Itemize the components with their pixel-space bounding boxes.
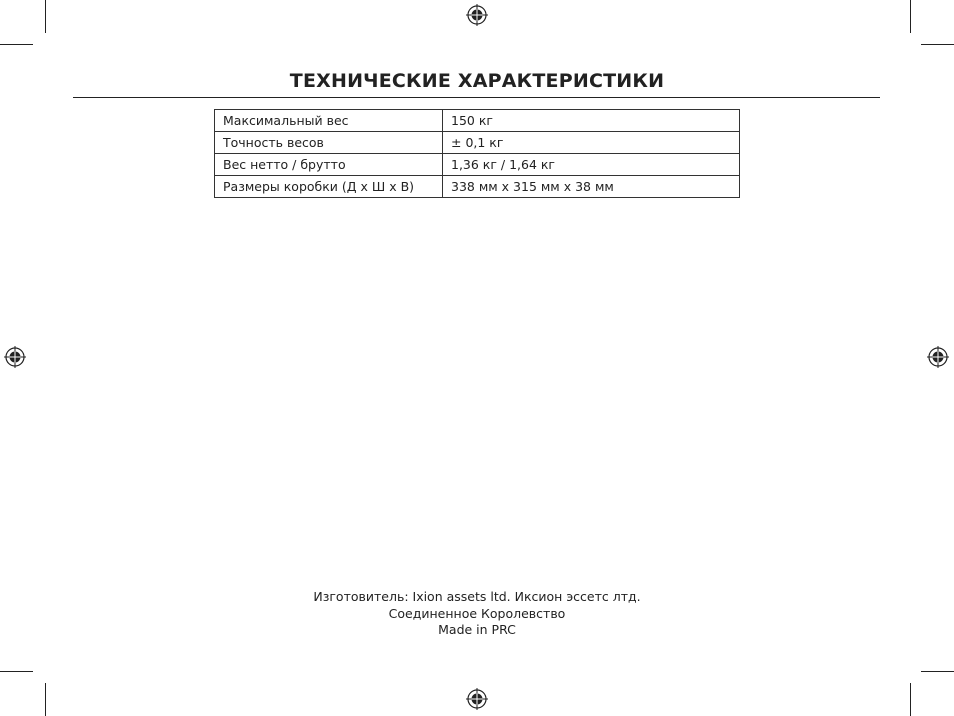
specs-table bbox=[214, 109, 740, 198]
table-row bbox=[215, 154, 740, 176]
spec-value: 1,36 кг / 1,64 кг bbox=[443, 154, 740, 176]
crop-mark-icon bbox=[910, 683, 911, 716]
crop-mark-icon bbox=[921, 671, 954, 672]
page-title: ТЕХНИЧЕСКИЕ ХАРАКТЕРИСТИКИ bbox=[289, 70, 665, 92]
registration-mark-icon bbox=[466, 688, 488, 710]
registration-mark-icon bbox=[466, 4, 488, 26]
spec-value: 150 кг bbox=[443, 110, 740, 132]
crop-mark-icon bbox=[921, 44, 954, 45]
spec-label: Размеры коробки (Д x Ш x В) bbox=[215, 176, 443, 198]
crop-mark-icon bbox=[45, 0, 46, 33]
crop-mark-icon bbox=[45, 683, 46, 716]
manufacturer-line: Изготовитель: Ixion assets ltd. Иксион эссетс лтд. bbox=[313, 589, 641, 604]
crop-mark-icon bbox=[0, 44, 33, 45]
spec-value: ± 0,1 кг bbox=[443, 132, 740, 154]
spec-label: Максимальный вес bbox=[215, 110, 443, 132]
table-row bbox=[215, 110, 740, 132]
registration-mark-icon bbox=[927, 346, 949, 368]
crop-mark-icon bbox=[910, 0, 911, 33]
origin-line: Made in PRC bbox=[438, 622, 516, 637]
manufacturer-info bbox=[0, 589, 954, 639]
country-line: Соединенное Королевство bbox=[388, 605, 566, 621]
registration-mark-icon bbox=[4, 346, 26, 368]
table-row bbox=[215, 176, 740, 198]
spec-label: Вес нетто / брутто bbox=[215, 154, 443, 176]
spec-label: Точность весов bbox=[215, 132, 443, 154]
spec-value: 338 мм x 315 мм x 38 мм bbox=[443, 176, 740, 198]
crop-mark-icon bbox=[0, 671, 33, 672]
table-row bbox=[215, 132, 740, 154]
title-divider bbox=[73, 97, 880, 98]
